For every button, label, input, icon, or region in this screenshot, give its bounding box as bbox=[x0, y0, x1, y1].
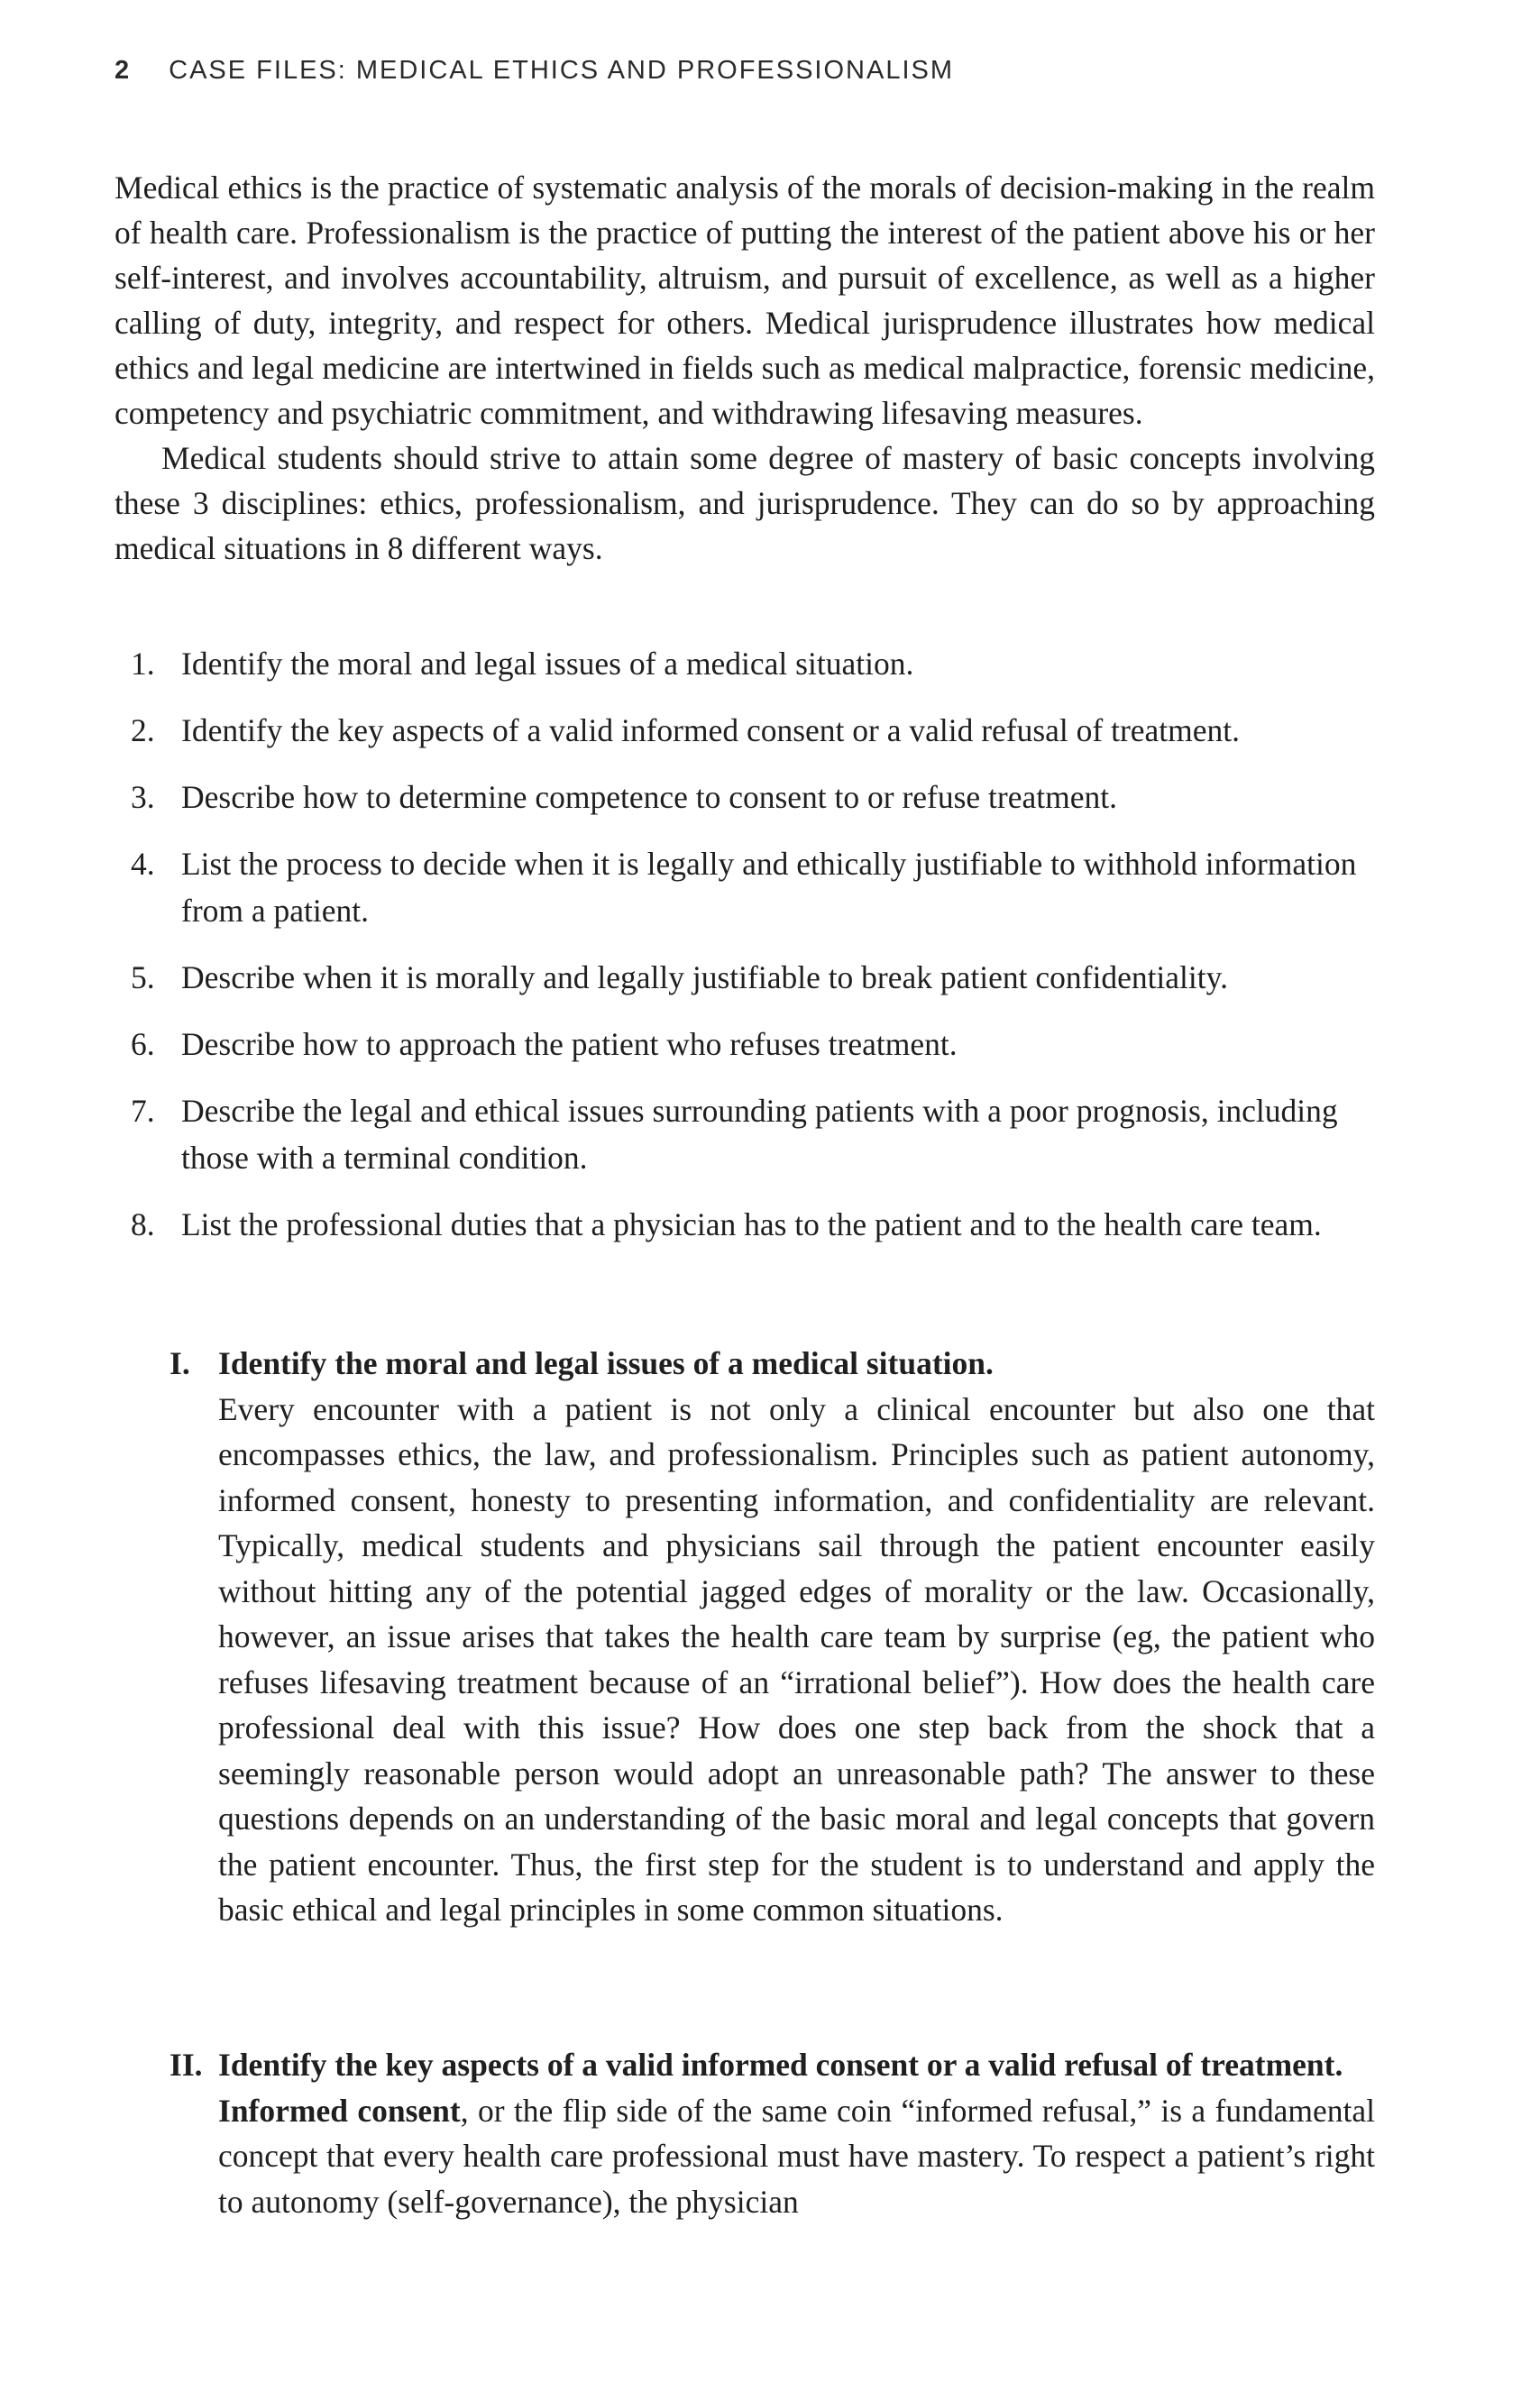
objective-item bbox=[115, 774, 1375, 820]
running-title: CASE FILES: MEDICAL ETHICS AND PROFESSIONALISM bbox=[169, 56, 955, 85]
objective-item bbox=[115, 1087, 1375, 1181]
key-term: Informed consent bbox=[218, 2092, 461, 2129]
section-numeral: II. bbox=[170, 2047, 203, 2083]
objective-text: Identify the key aspects of a valid informed consent or a valid refusal of treatment. bbox=[181, 712, 1241, 748]
objective-item bbox=[115, 1021, 1375, 1068]
section-body-text: , or the flip side of the same coin “informed refusal,” is a fundamental concept that every health care professional must have mastery. To respect a patient’s right to autonomy (self-governance), the physician bbox=[218, 2092, 1375, 2220]
section-two bbox=[170, 2042, 1375, 2224]
objective-item bbox=[115, 640, 1375, 687]
objective-item bbox=[115, 1201, 1375, 1248]
objective-item bbox=[115, 840, 1375, 934]
section-body: Every encounter with a patient is not only a clinical encounter but also one that encompasses ethics, the law, and professionalism. Principles such as patient autonomy, informed consent, honesty to presenting information, and confidentiality are relevant. Typically, medical students and physicians sail through the patient encounter easily without hitting any of the potential jagged edges of morality or the law. Occasionally, however, an issue arises that takes the health care team by surprise (eg, the patient who refuses lifesaving treatment because of an “irrational belief”). How does the health care professional deal with this issue? How does one step back from the shock that a seemingly reasonable person would adopt an unreasonable path? The answer to these questions depends on an understanding of the basic moral and legal concepts that govern the patient encounter. Thus, the first step for the student is to understand and apply the basic ethical and legal principles in some common situations. bbox=[218, 1390, 1375, 1928]
section-heading-text: Identify the moral and legal issues of a medical situation. bbox=[218, 1345, 994, 1381]
objective-text: Describe when it is morally and legally justifiable to break patient confidentiality. bbox=[181, 959, 1228, 995]
objective-text: Describe the legal and ethical issues surrounding patients with a poor prognosis, including those with a terminal condition. bbox=[181, 1093, 1338, 1176]
objective-number: 6. bbox=[131, 1026, 155, 1062]
section-heading-text: Identify the key aspects of a valid informed consent or a valid refusal of treatment. bbox=[218, 2047, 1343, 2083]
objective-number: 3. bbox=[131, 779, 155, 815]
section-numeral: I. bbox=[170, 1345, 190, 1381]
objective-text: Identify the moral and legal issues of a medical situation. bbox=[181, 646, 914, 682]
objective-number: 7. bbox=[131, 1093, 155, 1129]
objective-number: 2. bbox=[131, 712, 155, 748]
objective-text: List the professional duties that a physician has to the patient and to the health care team. bbox=[181, 1206, 1322, 1242]
objective-number: 4. bbox=[131, 846, 155, 882]
running-head bbox=[115, 56, 954, 86]
page-number: 2 bbox=[115, 56, 132, 85]
objective-number: 8. bbox=[131, 1206, 155, 1242]
intro-paragraph: Medical students should strive to attain some degree of mastery of basic concepts involving these 3 disciplines: ethics, professionalism, and jurisprudence. They can do so by approaching medical situations in 8 different ways. bbox=[115, 440, 1375, 566]
objective-item bbox=[115, 954, 1375, 1001]
objectives-list bbox=[115, 640, 1375, 1268]
objective-text: Describe how to approach the patient who refuses treatment. bbox=[181, 1026, 958, 1062]
intro-paragraph: Medical ethics is the practice of systematic analysis of the morals of decision-making in the realm of health care. Professionalism is the practice of putting the interest of the patient above his or her self-interest, and involves accountability, altruism, and pursuit of excellence, as well as a higher calling of duty, integrity, and respect for others. Medical jurisprudence illustrates how medical ethics and legal medicine are intertwined in fields such as medical malpractice, forensic medicine, competency and psychiatric commitment, and withdrawing lifesaving measures. bbox=[115, 170, 1375, 431]
objective-number: 1. bbox=[131, 646, 155, 682]
section-heading bbox=[170, 1341, 1375, 1387]
section-one bbox=[170, 1341, 1375, 1933]
intro-section bbox=[115, 165, 1375, 571]
section-heading bbox=[170, 2042, 1375, 2088]
objective-text: Describe how to determine competence to consent to or refuse treatment. bbox=[181, 779, 1117, 815]
objective-item bbox=[115, 707, 1375, 754]
section-body bbox=[170, 2088, 1375, 2225]
objective-text: List the process to decide when it is legally and ethically justifiable to withhold information from a patient. bbox=[181, 846, 1357, 929]
objective-number: 5. bbox=[131, 959, 155, 995]
